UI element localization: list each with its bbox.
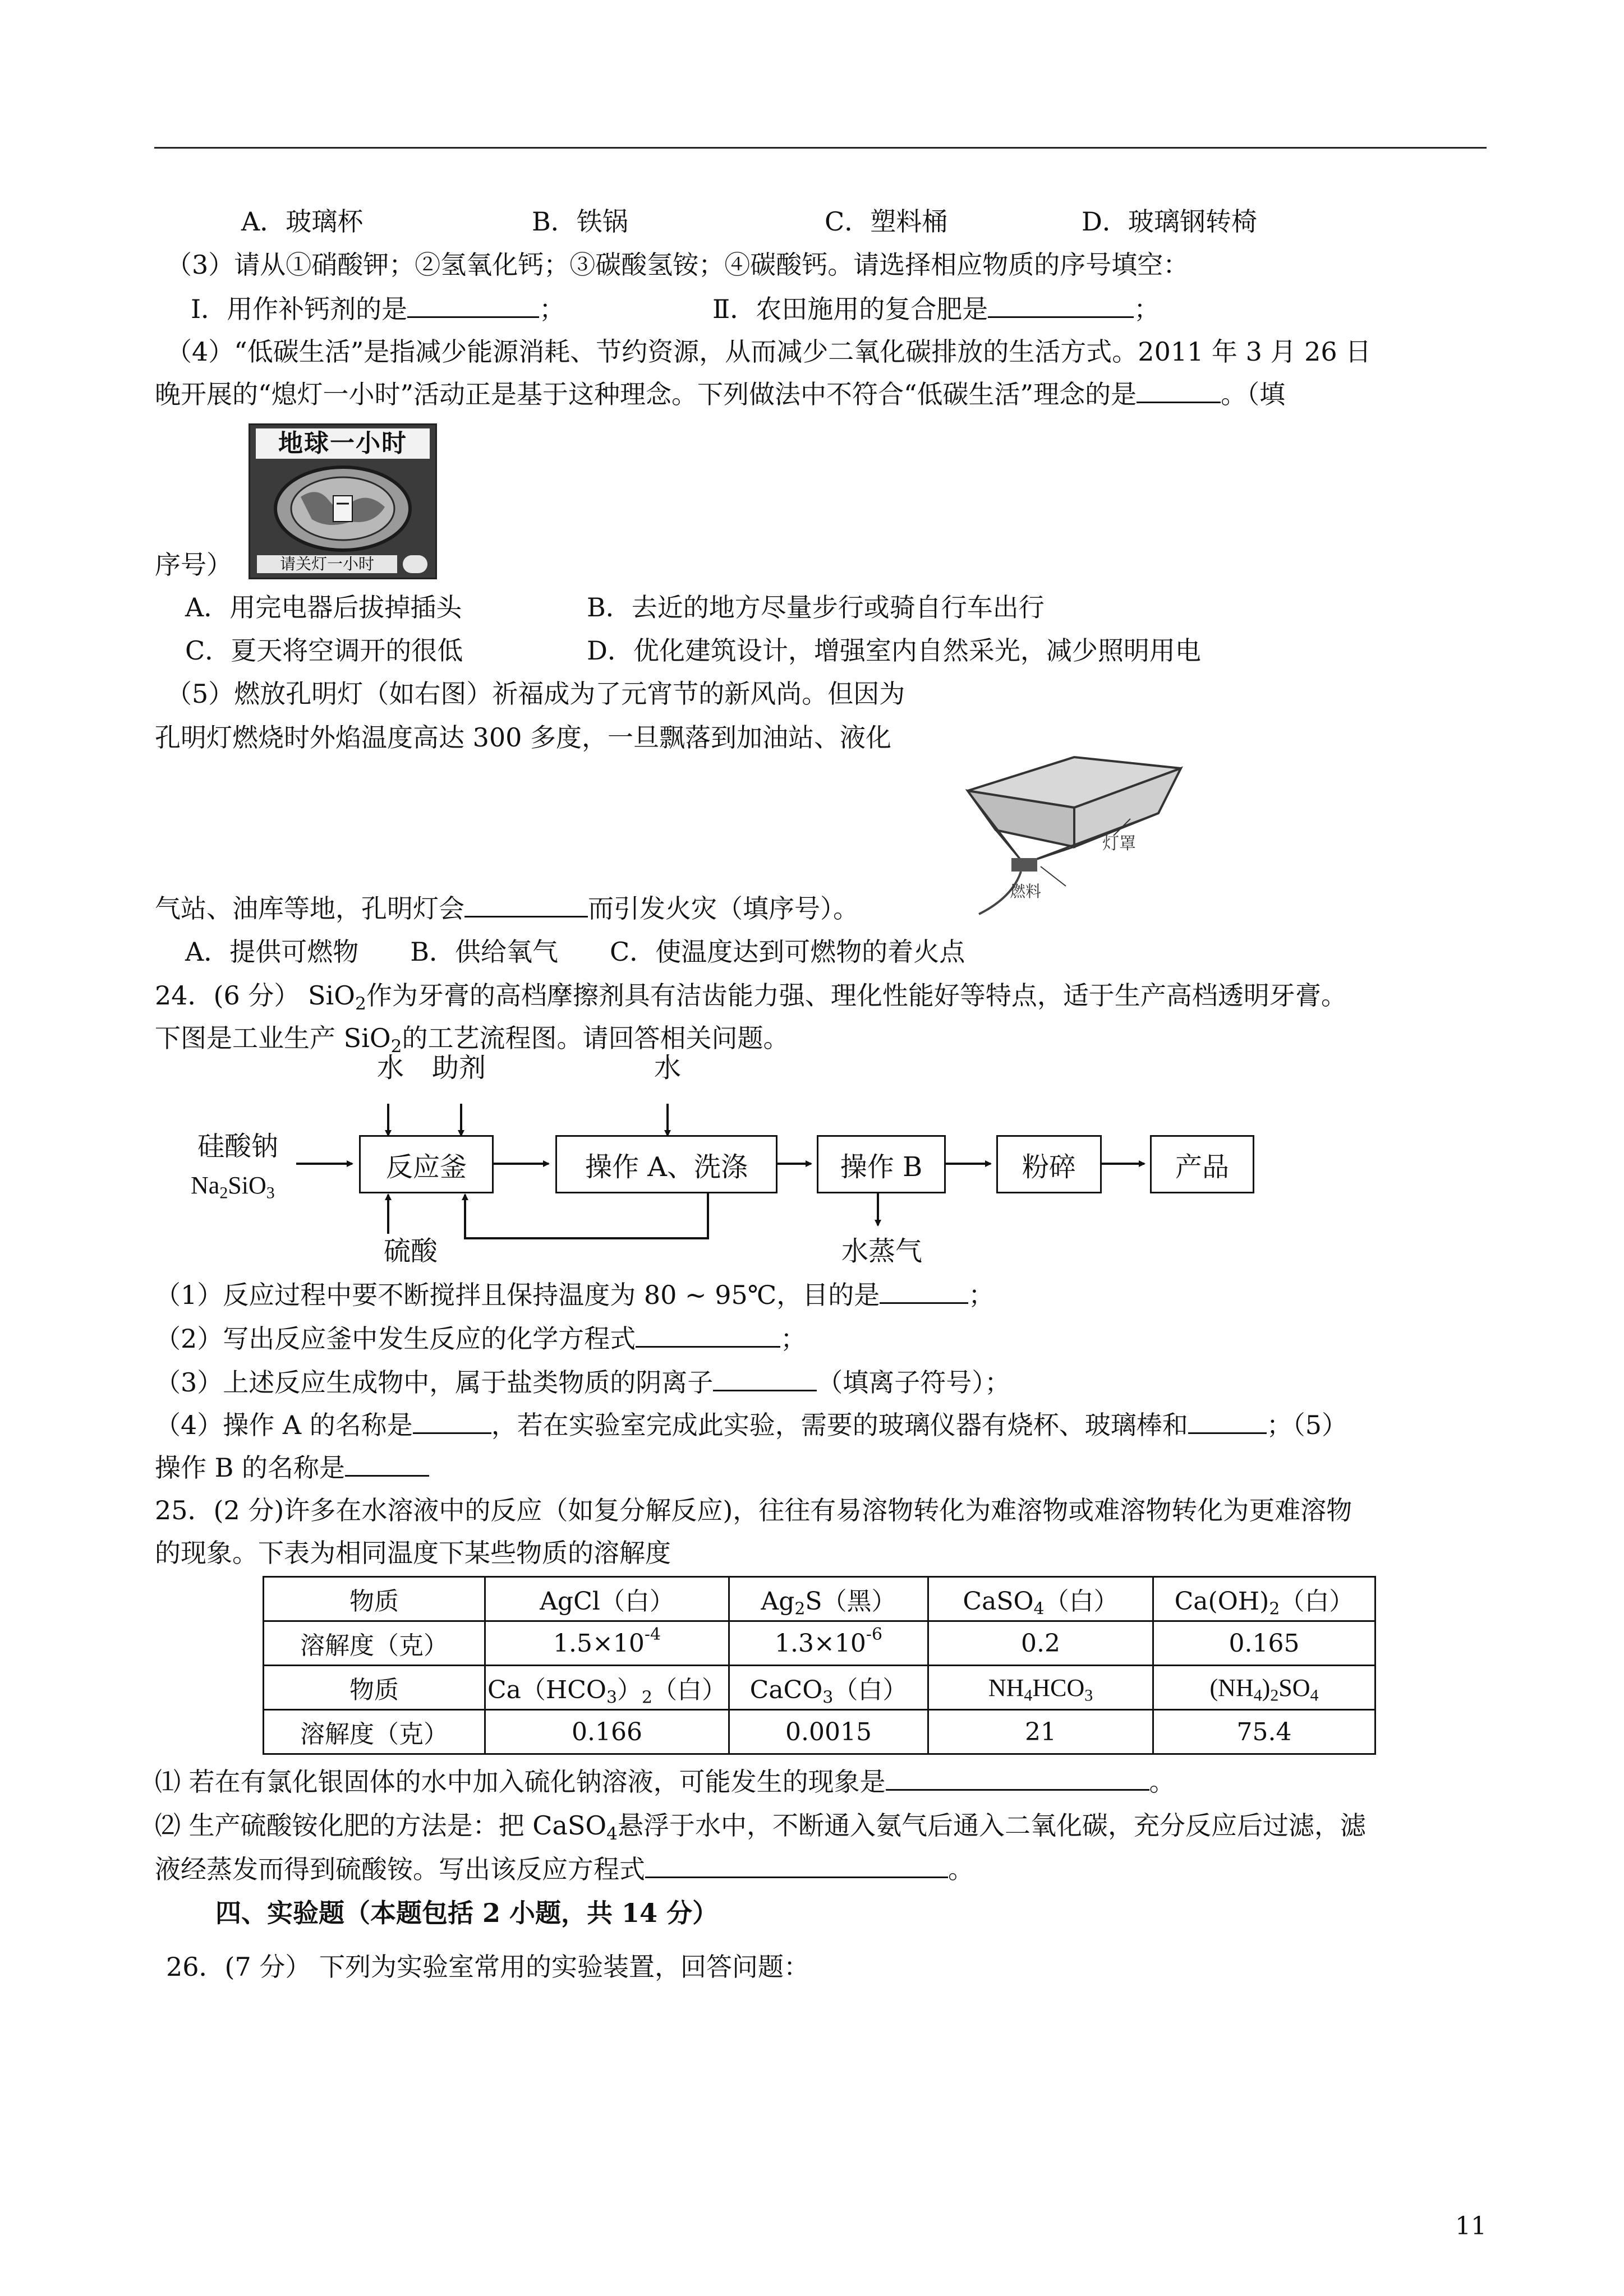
answer-blank[interactable]	[713, 1390, 817, 1391]
poster-title: 地球一小时	[256, 428, 430, 459]
q24-sub5	[155, 1454, 429, 1482]
q24-line2-sub: 2	[390, 1036, 402, 1057]
q24-sub4	[155, 1411, 1347, 1440]
flow-input-aux: 助剂	[432, 1052, 486, 1084]
cell-text: S（黑）	[805, 1587, 896, 1616]
q23-part3-i-end: ；	[539, 294, 565, 324]
table-cell	[729, 1577, 928, 1621]
cell-text: CaCO	[749, 1676, 823, 1704]
cell-sub: 4	[1033, 1599, 1045, 1619]
flow-box-operation-b: 操作 B	[817, 1135, 946, 1193]
table-cell	[1153, 1666, 1375, 1710]
flow-box-product: 产品	[1150, 1135, 1254, 1193]
table-cell	[928, 1666, 1153, 1710]
q25-sub1-text: ⑴ 若在有氯化银固体的水中加入硫化钠溶液，可能发生的现象是	[155, 1767, 886, 1797]
q25-sub1	[155, 1768, 1175, 1796]
table-cell: 物质	[264, 1666, 485, 1710]
q23-part5-line2: 孔明灯燃烧时外焰温度高达 300 多度，一旦飘落到加油站、液化	[155, 722, 892, 753]
table-cell	[729, 1666, 928, 1710]
cell-text: ）	[617, 1676, 642, 1704]
cell-sub: 3	[822, 1688, 834, 1708]
flow-acid-label: 硫酸	[384, 1235, 438, 1267]
cell-text: 1.5×10	[553, 1629, 645, 1658]
answer-blank[interactable]	[880, 1302, 968, 1304]
answer-blank[interactable]	[1188, 1432, 1267, 1434]
cell-sub: 2	[1270, 1685, 1279, 1704]
cell-text: （白）	[833, 1676, 908, 1704]
flow-box-operation-a: 操作 A、洗涤	[555, 1135, 778, 1193]
q23-part4-tail: 。（填	[1221, 379, 1286, 409]
q25-sub2-line2	[155, 1855, 974, 1884]
cell-text: )	[1262, 1673, 1271, 1702]
cell-text: CaSO	[963, 1587, 1034, 1616]
table-row	[264, 1666, 1375, 1710]
q23-part4-line1: （4）“低碳生活”是指减少能源消耗、节约资源，从而减少二氧化碳排放的生活方式。2011 年 3 月 26 日	[166, 336, 1372, 367]
q23-part5-line1: （5）燃放孔明灯（如右图）祈福成为了元宵节的新风尚。但因为	[166, 679, 905, 709]
cell-text: （白）	[652, 1676, 727, 1704]
cell-text: 1.3×10	[775, 1629, 866, 1658]
answer-blank[interactable]	[645, 1877, 948, 1878]
q24-sub1-text: （1）反应过程中要不断搅拌且保持温度为 80 ~ 95℃，目的是	[155, 1280, 880, 1310]
q25-sub2-sub: 4	[606, 1823, 618, 1844]
answer-blank[interactable]	[345, 1475, 429, 1477]
q24-line1-start: 24．(6 分） SiO	[155, 980, 355, 1011]
q23-part4-line3: 序号）	[155, 550, 232, 580]
q23-part4-opt-a: A．用完电器后拔掉插头	[185, 592, 462, 623]
section-heading: 四、实验题（本题包括 2 小题，共 14 分）	[215, 1898, 719, 1928]
q23-part4-text: 晚开展的“熄灯一小时”活动正是基于这种理念。下列做法中不符合“低碳生活”理念的是	[155, 379, 1137, 409]
cell-text: (NH	[1209, 1673, 1254, 1702]
q25-sub2-text: ⑵ 生产硫酸铵化肥的方法是：把 CaSO	[155, 1810, 607, 1841]
q25-sub2-line2-text: 液经蒸发而得到硫酸铵。写出该反应方程式	[155, 1854, 645, 1884]
cell-text: SO	[1278, 1673, 1310, 1702]
q25-sub2-rest: 悬浮于水中，不断通入氨气后通入二氧化碳，充分反应后过滤，滤	[618, 1810, 1366, 1841]
flow-input-water: 水	[377, 1052, 404, 1084]
q24-sub1-end: ；	[968, 1280, 995, 1310]
table-cell: 75.4	[1153, 1710, 1375, 1754]
flow-feed-name: 硅酸钠	[197, 1131, 279, 1162]
q23-part3-intro: （3）请从①硝酸钾；②氢氧化钙；③碳酸氢铵；④碳酸钙。请选择相应物质的序号填空：	[166, 250, 1189, 280]
q23-part4-opt-c: C．夏天将空调开的很低	[185, 635, 463, 666]
table-cell: 溶解度（克）	[264, 1621, 485, 1666]
flow-feed-formula	[191, 1172, 275, 1202]
q24-line2-start: 下图是工业生产 SiO	[155, 1023, 391, 1053]
table-cell: AgCl（白）	[485, 1577, 729, 1621]
cell-text: （白）	[1044, 1587, 1119, 1616]
poster-bottom-text: 请关灯一小时	[257, 555, 397, 573]
cell-sup: -4	[644, 1624, 661, 1644]
q23-part4-opt-d: D．优化建筑设计，增强室内自然采光，减少照明用电	[587, 635, 1201, 666]
q24-line1-rest: 作为牙膏的高档摩擦剂具有洁齿能力强、理化性能好等特点，适于生产高档透明牙膏。	[366, 980, 1347, 1011]
q24-sub3	[155, 1368, 1010, 1397]
solubility-table	[263, 1576, 1376, 1755]
q24-sub5-text: 操作 B 的名称是	[155, 1453, 346, 1483]
q26-line: 26．(7 分） 下列为实验室常用的实验装置，回答问题：	[166, 1952, 809, 1982]
option-b: B．铁锅	[532, 206, 628, 237]
table-cell: 溶解度（克）	[264, 1710, 485, 1754]
q24-line1-sub: 2	[355, 993, 366, 1014]
cell-text: Ag	[761, 1587, 795, 1616]
flow-input-water2: 水	[654, 1052, 682, 1084]
q24-sub4-end: ；（5）	[1266, 1410, 1348, 1440]
table-cell: 0.2	[928, 1621, 1153, 1666]
q24-line2-rest: 的工艺流程图。请回答相关问题。	[402, 1023, 789, 1053]
lantern-label-shade: 灯罩	[1102, 834, 1136, 854]
cell-sub: 2	[1269, 1599, 1280, 1619]
option-a: A．玻璃杯	[241, 206, 364, 237]
cell-text: （白）	[1280, 1587, 1354, 1616]
cell-sub: 2	[794, 1599, 806, 1619]
option-c: C．塑料桶	[825, 206, 948, 237]
cell-sub: 4	[1253, 1685, 1262, 1704]
q23-part4-opt-b: B．去近的地方尽量步行或骑自行车出行	[587, 592, 1045, 623]
q24-sub1	[155, 1281, 994, 1310]
table-row	[264, 1621, 1375, 1666]
cell-text: Ca(OH)	[1174, 1587, 1269, 1616]
answer-blank[interactable]	[636, 1346, 780, 1348]
q24-sub2	[155, 1325, 806, 1353]
cell-text: Ca（HCO	[487, 1676, 606, 1704]
flow-feed-formula-na: Na	[191, 1172, 220, 1199]
q24-sub2-end: ；	[780, 1324, 807, 1354]
q24-sub3-text: （3）上述反应生成物中，属于盐类物质的阴离子	[155, 1367, 714, 1398]
table-cell: 0.166	[485, 1710, 729, 1754]
q23-part3-ii-end: ；	[1134, 294, 1160, 324]
table-cell	[1153, 1577, 1375, 1621]
q25-sub2-line1	[155, 1810, 1366, 1844]
cell-sub: 3	[1084, 1685, 1093, 1704]
q25-sub1-end: 。	[1149, 1767, 1175, 1797]
q25-sub2-end: 。	[948, 1854, 974, 1884]
table-cell	[485, 1666, 729, 1710]
answer-blank[interactable]	[886, 1789, 1149, 1791]
table-cell: 0.165	[1153, 1621, 1375, 1666]
table-cell: 0.0015	[729, 1710, 928, 1754]
q23-part5-text: 气站、油库等地，孔明灯会	[155, 893, 464, 924]
table-row	[264, 1710, 1375, 1754]
q24-sub4-text: （4）操作 A 的名称是	[155, 1410, 413, 1440]
cell-sub: 2	[642, 1688, 653, 1708]
flow-box-grind: 粉碎	[996, 1135, 1102, 1193]
q25-line2: 的现象。下表为相同温度下某些物质的溶解度	[155, 1538, 671, 1568]
flow-feed-sub1: 2	[219, 1183, 228, 1202]
q24-sub3-end: （填离子符号）；	[817, 1367, 1011, 1398]
q23-part3-ii-text: Ⅱ．农田施用的复合肥是	[712, 294, 988, 324]
q25-line1: 25．(2 分)许多在水溶液中的反应（如复分解反应)，往往有易溶物转化为难溶物或难溶物转化为更难溶物	[155, 1495, 1352, 1525]
table-row	[264, 1577, 1375, 1621]
page-number: 11	[1455, 2212, 1487, 2240]
table-cell	[928, 1577, 1153, 1621]
cell-sup: -6	[866, 1624, 882, 1644]
lantern-label-fuel: 燃料	[1010, 882, 1042, 901]
cell-sub: 4	[1310, 1685, 1319, 1704]
q23-part5-tail: 而引发火灾（填序号）。	[588, 893, 859, 924]
option-d: D．玻璃钢转椅	[1082, 206, 1257, 237]
table-cell	[485, 1621, 729, 1666]
q23-part3-i-text: Ⅰ．用作补钙剂的是	[191, 294, 408, 324]
table-cell: 21	[928, 1710, 1153, 1754]
flow-box-reactor: 反应釜	[359, 1135, 494, 1193]
cell-text: NH	[988, 1673, 1024, 1702]
table-cell	[729, 1621, 928, 1666]
q24-sub4-mid: ，若在实验室完成此实验，需要的玻璃仪器有烧杯、玻璃棒和	[491, 1410, 1188, 1440]
table-cell: 物质	[264, 1577, 485, 1621]
cell-sub: 4	[1024, 1685, 1033, 1704]
flow-feed-formula-sio: SiO	[228, 1172, 266, 1199]
cell-sub: 3	[606, 1688, 617, 1708]
answer-blank[interactable]	[413, 1432, 491, 1434]
cell-text: HCO	[1032, 1673, 1085, 1702]
q24-sub2-text: （2）写出反应釜中发生反应的化学方程式	[155, 1324, 636, 1354]
flow-steam-label: 水蒸气	[841, 1235, 923, 1267]
q23-part5-options: A．提供可燃物 B．供给氧气 C．使温度达到可燃物的着火点	[185, 937, 965, 967]
flow-feed-sub2: 3	[266, 1183, 275, 1202]
